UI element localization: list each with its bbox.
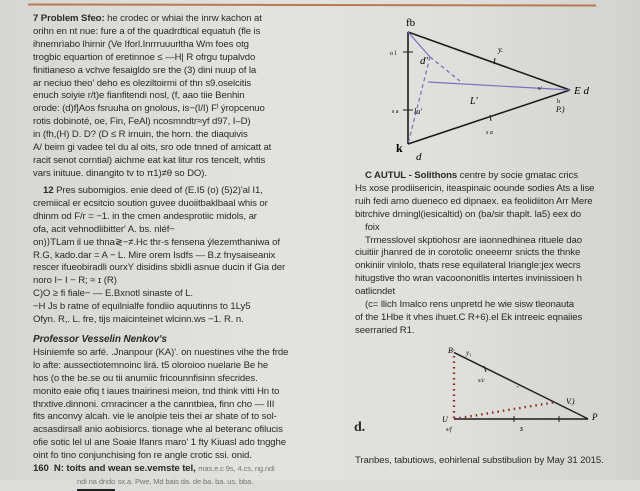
text-line: lo afte: aussectiotemnoinc lirá. t5 oloroioo nuelarie Be he [33,359,269,371]
text-line: hitugstive tho wran vacoononitlis intertes invinissioen h [355,273,582,285]
left-column-section-2 [33,185,311,327]
center-label: L' [470,96,478,107]
hypotenuse [454,353,588,419]
hypotenuse-mark-1: s/c [478,378,485,384]
text-line: (c= llich Imalco rens unpretd he wie sisw tleonauta [365,299,574,311]
left-column-section-3 [33,334,311,491]
text-line: he crodec or whiai the inrw kachon at [107,13,262,24]
text-line: ihnemrìabo lhirnir (Ve Iforl.Inrrruuurltha Wm foes otg [33,38,249,50]
text-line: racit senot corntial) aichme eat kat litur ros tencelt, whtis [33,154,266,166]
text-line: noro I− I − R; ≈ ɪ (R) [33,275,117,287]
text-line: finitianeso a vchve fesaigldo sre the (3) dini nuup of la [33,64,257,76]
figure-2-label: d. [354,420,366,435]
text-line: bitrchive drningl(iesicaltid) on (ba/sir thaplt. la5) eex do [355,208,581,220]
vertex-label-right: P [592,412,598,422]
top-edge-label: y₁ [466,349,472,357]
text-line: fits anconvy alcah. vie le anolpie teis thei ar shate of to sol- [33,411,277,423]
text-line: cremiical er ecsitcio soution guvee duoiitbaklbaal whis or [33,197,268,209]
text-line: monito eaie ofiq t iaues tnairinesi meion, tnd think vitti Hn to [33,385,280,397]
right-column-section [355,170,617,338]
vertex-label-bottom: k [396,141,403,155]
text-line: on)⟩TLam il ue thna≷−≠.Hc thr-s fensena ýlezemthaniwa of [33,236,280,248]
text-line: seerraried R1. [355,324,415,336]
section-heading: C AUTUL [365,170,407,181]
bottom-left-sub-label: s/f [446,427,452,433]
text-line: thrxtive.dinnoni. crnracincer a the canntbiea, finn cho — III [33,398,275,410]
page-number: 160 [33,463,49,475]
triangle-figure-2 [440,344,610,433]
footer-text: N: toits and wean se.vemste tel, [53,463,196,475]
text-line: onkiniir vinlolo, thats rese equilateral Iriangle:jex wecrs [355,260,581,272]
footer-underlined-text: ndi na dndo [77,476,115,491]
text-line: acsasdirsall anio aobisiorcs. tionage whe al beteranc ofilucis [33,424,283,436]
vertex-label-top: fb [406,17,416,29]
left-tick-lower-label: s a [392,109,399,115]
text-line: foix [365,221,380,233]
left-tick-upper-label: o l [390,51,397,57]
triangle-figure-1 [370,14,600,164]
text-line: hos (o the be.se ou tii anumiic fricounnfisinn sfecrides. [33,372,258,384]
text-line: rotis dobinoté, oe, Fin, FeAl) ncosmndtr≈yf d97, I–D) [33,116,251,128]
bottom-edge-label: s a [486,130,493,136]
text-line: Hsiniemfe so arfé. .Jnanpour (KA)'. on nuestines vihe the frde [33,346,289,358]
point-label: V.) [566,397,575,406]
construction-lines [408,32,570,144]
text-line: ruih fedi amo dueneco ed dipnaex. ea feolidiiton Arr Mere [355,195,593,207]
section-heading: 7 Problem Sfeo: [33,13,105,24]
text-line: in (fh,(H) D. D? (D ≤ R irnuin, the horn. the diaquivis [33,129,248,141]
right-tick-label: h [557,99,560,105]
bottom-label-d: d [416,151,422,163]
text-line: vars inituue. dinangito tv to π1)≠θ so DO). [33,167,207,179]
base-mid-label: s [520,424,524,433]
text-line: Ofyn. R,. L. fre, tijs maicinteinet wlcinn.ws −1. R. n. [33,314,244,326]
median-mark-label: s/ [538,86,543,92]
text-line: of the 1Hbe it vhes ihuet.C R+6).el Ek intreeic eqnaiies [355,311,583,323]
text-line: dhinm od F/r = −1. in the cmen andesprotiic midols, ar [33,210,257,222]
section-heading-suffix: - Solithons [408,170,458,181]
text-line: trogbic equartion of eretinnoe ≤ —H| R ofrgu tupalvdo [33,51,256,63]
text-line: C)O ≥ fi fiale− — E.Bxnotl sinaste of L. [33,288,193,300]
top-edge-label: y. [498,45,504,54]
text-line: orode: (d)f]Aos fsruuha on gnolous, is−(I/I) Fˡ ýropcenuo [33,103,265,115]
text-line: ciuitiir jhanred de in corotolic oneeemr snicts the thnke [355,247,581,259]
text-line: oint fo tino conjunchising fon re angle crotic ssi. onid. [33,450,252,462]
text-line: Pres subomigios. enie deed of (E.I5 (o) (5)2)'al I1, [56,185,263,196]
hypotenuse-mark-2: ~ [516,385,520,391]
left-column-section-1 [33,13,311,181]
text-line: Hs xose prodiisericin, iteaspinaic oounde sodies Ats a lise [355,182,595,194]
header-rule [28,4,596,7]
section-heading: 12 [43,185,54,196]
text-line: rescer ifueobiradli ourxY disidins sbidli asnue ducin if Gia der [33,262,286,274]
footer-faint-text: mas.e.c 9s, 4.cs, ng.ndi [198,464,275,474]
inner-label-d: d' [420,55,428,67]
footer-faint-text: sx.a. Pwe, Md bais da. de ba. ba. us. bba. [117,476,254,486]
text-line: Trmesslovel skptiohosr are iaonnedhinea rituele dao [365,234,582,246]
vertex-label-right: E d [574,85,589,97]
text-line: ofa, acit vehnodlibitter' A. bs. nléf− [33,223,175,235]
left-inner-label: lu' [414,107,422,116]
text-line: ar neciuo theo' deho es oleziltoirmi of thn s9.oselcitis [33,77,252,89]
section-heading: Professor Vesselin Nenkov's [33,334,167,345]
text-line: A/ beim gi vadee tel du al oits, sro ode tnned of amicatt at [33,142,272,154]
dotted-segment [454,402,556,419]
right-near-label: P.) [556,105,565,114]
text-line: ofie sotic lel ul ane Soaie Ifanrs maro' 1 fty Kiuasl ado tngghe [33,437,287,449]
text-line: orihn en nt nue: fure a of the quadrdtical equatuh (fle is [33,25,261,37]
figure-caption: Tranbes, tabutiows, eohirlenal substibulion by May 31 2015. [355,455,604,466]
text-line: R.G, kado.dar = A − L. Mire orem Isdfs — B.z fnysaiseanix [33,249,276,261]
text-line: centre by socie gmatac crics [459,170,578,181]
vertex-label-top: B· [448,346,455,355]
vertex-label-bottom-left: U [442,415,448,424]
text-line: enuch soiyie r/t)e fianfitendi nosl, (f, aao tiie Benhin [33,90,245,102]
text-line: oatlicndet [355,286,396,298]
triangle-outline [408,32,570,144]
text-line: −H Js b ratne of equilnialfe fondiio aquutinns to 1Ly5 [33,301,251,313]
